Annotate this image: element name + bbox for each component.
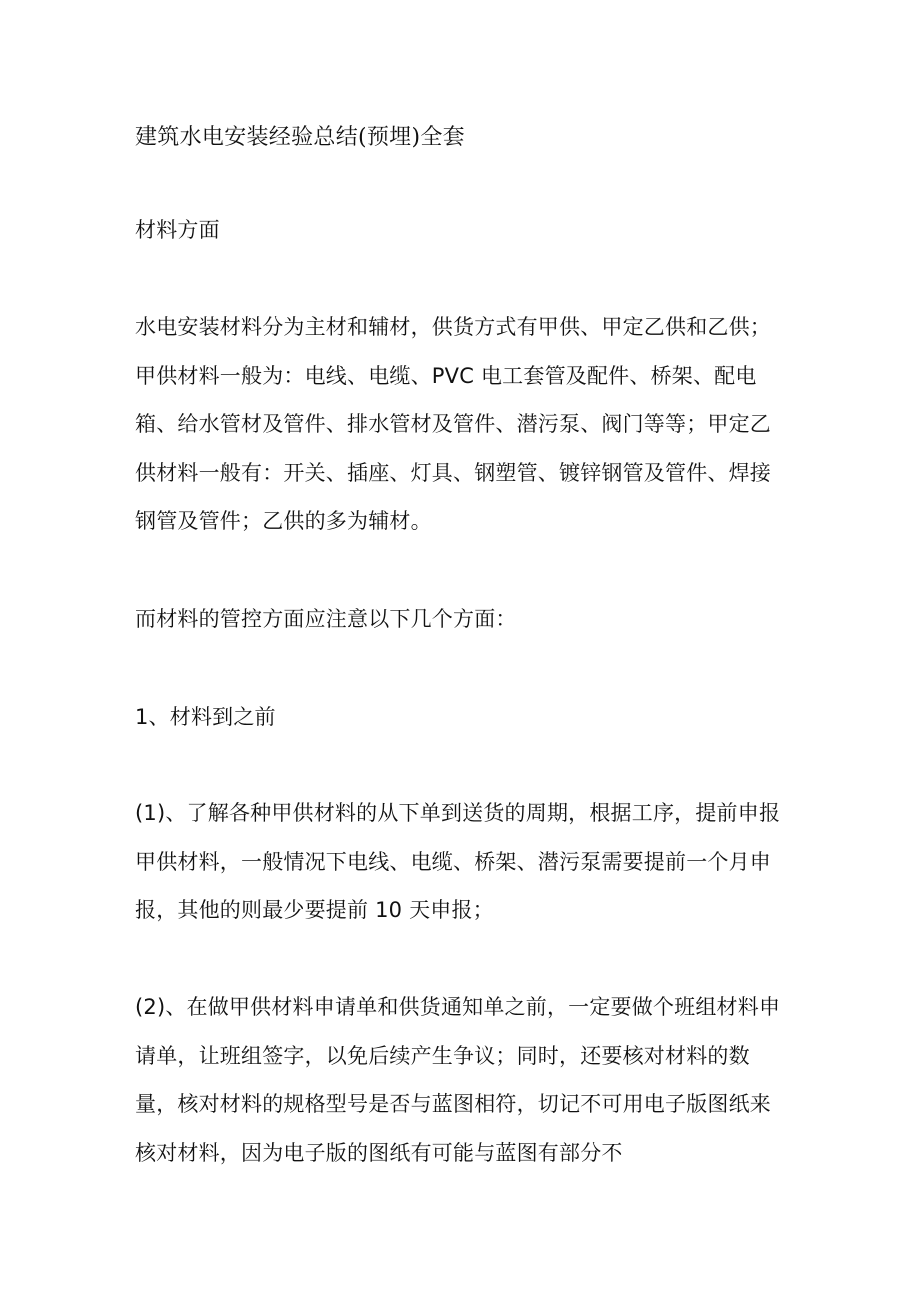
section-heading-before-arrival	[135, 693, 790, 742]
text-line: 箱、给水管材及管件、排水管材及管件、潜污泵、阀门等等；甲定乙	[135, 412, 771, 437]
text-line: 钢管及管件；乙供的多为辅材。	[135, 509, 432, 534]
text-line: 请单，让班组签字，以免后续产生争议；同时，还要核对材料的数	[135, 1043, 750, 1068]
text-line: 1、材料到之前	[135, 705, 276, 729]
text-line: 甲供材料，一般情况下电线、电缆、桥架、潜污泵需要提前一个月申	[135, 849, 771, 874]
paragraph-item-2	[135, 983, 790, 1177]
text-line: 甲供材料一般为：电线、电缆、PVC 电工套管及配件、桥架、配电	[135, 363, 757, 388]
text-line: 核对材料，因为电子版的图纸有可能与蓝图有部分不	[135, 1140, 623, 1165]
paragraph-control-intro	[135, 595, 790, 644]
text-line: 而材料的管控方面应注意以下几个方面：	[135, 607, 517, 631]
text-line: 报，其他的则最少要提前 10 天申报；	[135, 898, 494, 923]
text-line: (2)、在做甲供材料申请单和供货通知单之前，一定要做个班组材料申	[135, 995, 781, 1019]
text-line: 量，核对材料的规格型号是否与蓝图相符，切记不可用电子版图纸来	[135, 1092, 771, 1117]
text-line: (1)、了解各种甲供材料的从下单到送货的周期，根据工序，提前申报	[135, 801, 781, 825]
section-heading-materials	[135, 206, 790, 255]
text-line: 供材料一般有：开关、插座、灯具、钢塑管、镀锌钢管及管件、焊接	[135, 460, 771, 485]
document-title: 建筑水电安装经验总结(预埋)全套	[135, 125, 465, 150]
paragraph-material-types	[135, 303, 790, 546]
paragraph-item-1	[135, 789, 790, 935]
text-line: 水电安装材料分为主材和辅材，供货方式有甲供、甲定乙供和乙供；	[135, 315, 771, 339]
text-line: 材料方面	[135, 218, 220, 242]
